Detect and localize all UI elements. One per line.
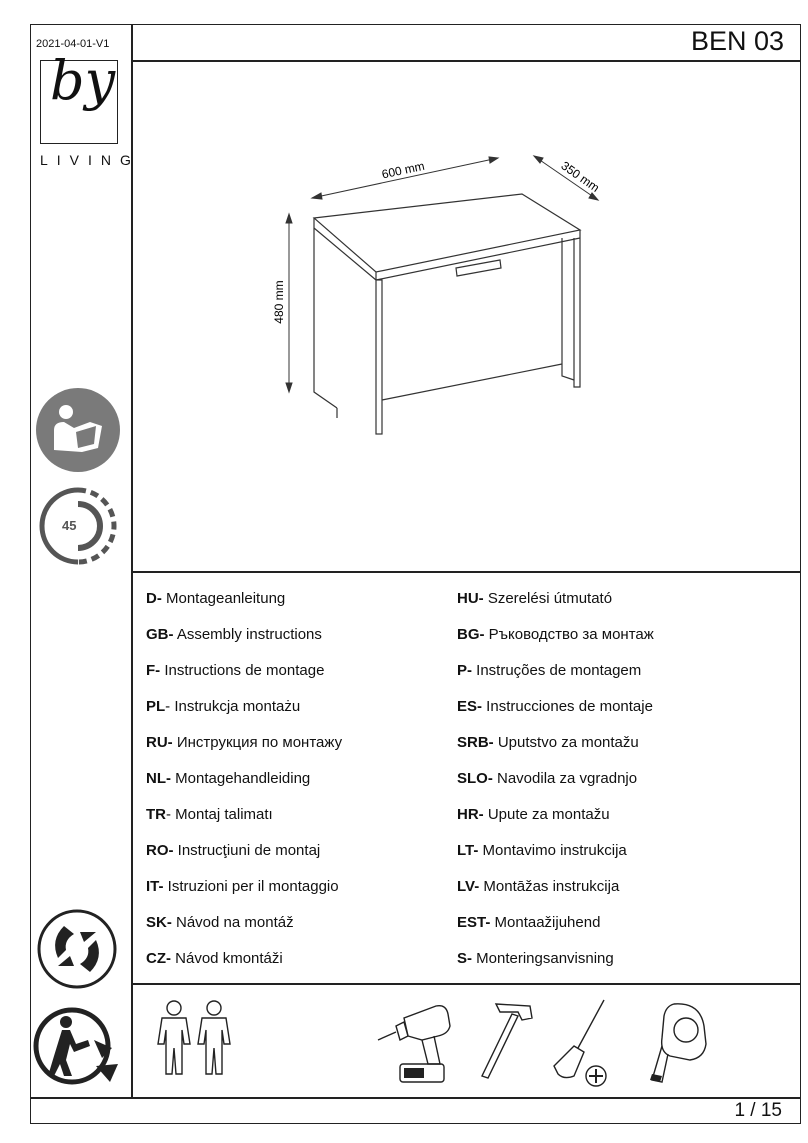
language-item: SRB- Uputstvo za montažu <box>457 734 639 751</box>
language-item: SLO- Navodila za vgradnjo <box>457 770 638 787</box>
page-number: 1 / 15 <box>734 1100 782 1121</box>
model-title: BEN 03 <box>690 26 784 56</box>
front-panel-bottom <box>382 364 562 400</box>
language-list-right <box>457 590 654 986</box>
drill-icon <box>374 996 460 1090</box>
depth-label: 350 mm <box>558 158 603 195</box>
tape-measure-icon <box>644 996 710 1090</box>
width-label: 600 mm <box>380 158 426 182</box>
logo-mark: by <box>50 49 116 112</box>
read-manual-icon <box>34 386 122 474</box>
version-label: 2021-04-01-V1 <box>36 38 110 50</box>
top-panel <box>314 194 580 272</box>
drawing-divider <box>131 571 801 573</box>
language-item: ES- Instrucciones de montaje <box>457 698 653 715</box>
language-item: F- Instructions de montage <box>146 662 325 679</box>
assembly-time-value: 45 <box>62 518 77 533</box>
language-item: BG- Ръководство за монтаж <box>457 626 654 643</box>
brand-name: LIVING <box>40 152 140 168</box>
language-item: LV- Montāžas instrukcija <box>457 878 620 895</box>
two-persons-icon <box>152 996 238 1080</box>
side-panel <box>376 280 382 434</box>
language-item: RO- Instrucţiuni de montaj <box>146 842 321 859</box>
assembly-time-icon <box>36 484 120 568</box>
language-item: P- Instruções de montagem <box>457 662 642 679</box>
language-list-left <box>146 590 342 986</box>
language-item: IT- Istruzioni per il montaggio <box>146 878 339 895</box>
language-item: HU- Szerelési útmutató <box>457 590 613 607</box>
language-item: RU- Инструкция по монтажу <box>146 734 343 751</box>
language-item: GB- Assembly instructions <box>146 626 322 643</box>
tidyman-recycle-icon <box>30 1000 126 1094</box>
language-item: TR- Montaj talimatı <box>146 806 273 823</box>
green-dot-icon <box>34 906 120 992</box>
product-drawing <box>132 62 800 570</box>
language-item: LT- Montavimo instrukcija <box>457 842 627 859</box>
hammer-icon <box>478 996 544 1082</box>
footer-divider <box>30 1097 801 1099</box>
height-label: 480 mm <box>272 280 286 324</box>
language-item: NL- Montagehandleiding <box>146 770 311 787</box>
language-item: S- Monteringsanvisning <box>457 950 614 967</box>
language-item: HR- Upute za montažu <box>457 806 610 823</box>
language-item: D- Montageanleitung <box>146 590 286 607</box>
language-item: EST- Montaažijuhend <box>457 914 601 931</box>
language-item: PL- Instrukcja montażu <box>146 698 301 715</box>
language-item: CZ- Návod kmontáži <box>146 950 283 967</box>
language-item: SK- Návod na montáž <box>146 914 294 931</box>
phillips-screwdriver-icon <box>544 996 616 1090</box>
